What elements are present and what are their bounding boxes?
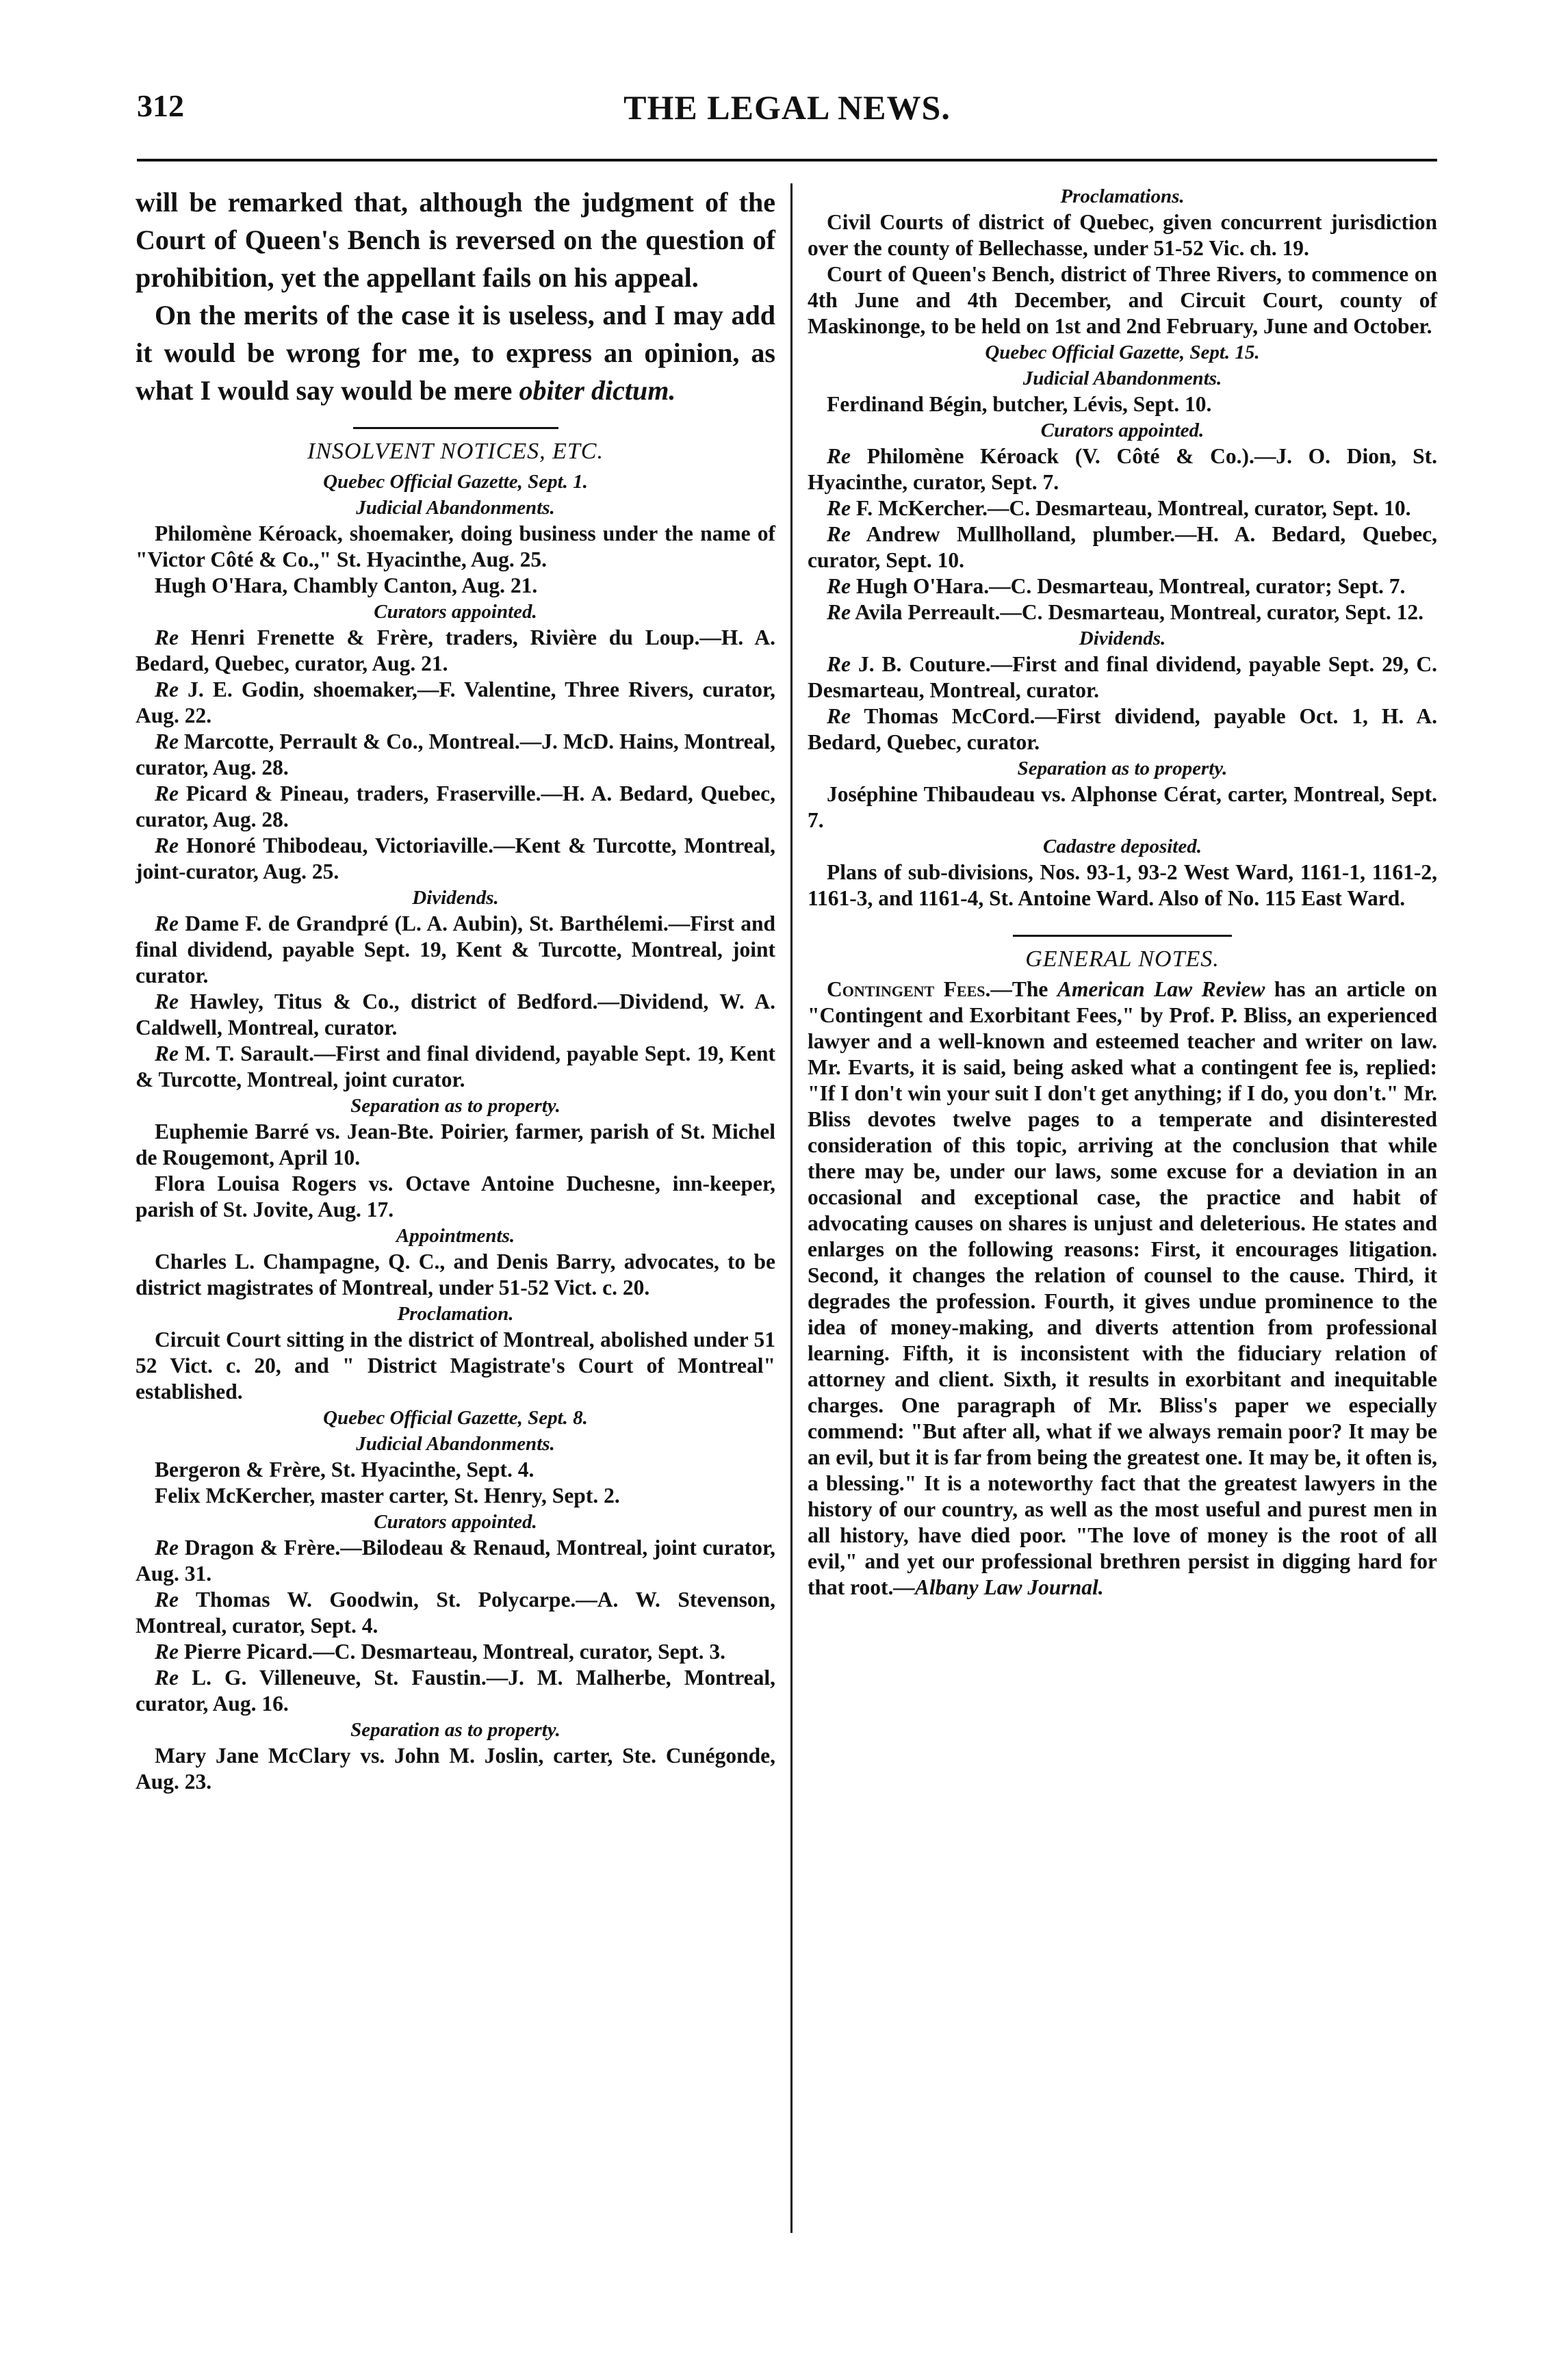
running-title: THE LEGAL NEWS. [623,88,951,127]
re-label: Re [155,1042,179,1065]
notice-text: Thomas McCord.—First dividend, payable Oct. 1, H. A. Bedard, Quebec, curator. [808,704,1437,754]
general-notes-heading: GENERAL NOTES. [1025,946,1220,972]
review-title: American Law Review [1057,977,1265,1001]
notice-text: Avila Perreault.—C. Desmarteau, Montreal, curator, Sept. 12. [855,600,1423,624]
section-rule [1013,935,1232,937]
notice-entry: Flora Louisa Rogers vs. Octave Antoine Duchesne, inn-keeper, parish of St. Jovite, Aug. 17. [136,1172,775,1221]
general-notes-article [808,976,1437,1601]
subheading-curators-appointed: Curators appointed. [1040,419,1204,441]
subheading-proclamations: Proclamations. [1060,185,1185,207]
notice-text: Dame F. de Grandpré (L. A. Aubin), St. Barthélemi.—First and final dividend, payable Sept. 19, Kent & Turcotte, Montreal, joint curator. [136,911,775,987]
notice-entry: Joséphine Thibaudeau vs. Alphonse Cérat, carter, Montreal, Sept. 7. [808,782,1437,832]
re-label: Re [827,496,851,520]
notice-entry [136,1587,775,1639]
re-label: Re [827,652,851,676]
notice-entry [136,1665,775,1717]
notice-text: Henri Frenette & Frère, traders, Rivière du Loup.—H. A. Bedard, Quebec, curator, Aug. 21. [136,625,776,675]
intro-text: On the merits of the case it is useless, and I may add it would be wrong for me, to express an opinion, as what I would say would be mere [136,300,775,406]
subheading-judicial-abandonments: Judicial Abandonments. [1022,367,1222,389]
subheading-separation: Separation as to property. [350,1095,561,1117]
notice-entry [136,625,775,677]
notice-entry [136,1639,775,1665]
notice-text: Hawley, Titus & Co., district of Bedford.—Dividend, W. A. Caldwell, Montreal, curator. [136,989,775,1039]
notice-entry [136,911,775,989]
subheading-curators-appointed: Curators appointed. [374,1511,537,1533]
article-lead: Contingent Fees. [827,977,991,1001]
subheading-dividends: Dividends. [1079,628,1166,649]
subheading-appointments: Appointments. [396,1225,515,1247]
notice-entry: Felix McKercher, master carter, St. Henry, Sept. 2. [155,1484,620,1508]
notice-entry: Plans of sub-divisions, Nos. 93-1, 93-2 West Ward, 1161-1, 1161-2, 1161-3, and 1161-4, St. Antoine Ward. Also of No. 115 East Ward. [808,860,1437,910]
notice-text: L. G. Villeneuve, St. Faustin.—J. M. Malherbe, Montreal, curator, Aug. 16. [136,1666,775,1716]
notice-entry [808,703,1437,755]
notice-text: J. E. Godin, shoemaker,—F. Valentine, Three Rivers, curator, Aug. 22. [136,677,775,727]
notice-entry [136,729,775,781]
obiter-dictum: obiter dictum. [519,375,676,406]
notice-entry [808,651,1437,703]
notice-entry: Mary Jane McClary vs. John M. Joslin, carter, Ste. Cunégonde, Aug. 23. [136,1744,775,1794]
article-text: has an article on "Contingent and Exorbitant Fees," by Prof. P. Bliss, an experienced lawyer and a well-known and esteemed teacher and writer on law. Mr. Evarts, it is said, being asked what a contingent fee is, replied: "If I don't win your suit I don't get anything; if I do, you don't." Mr. Bliss devotes twelve pages to a temperate and disinterested consideration of this topic, arriving at the conclusion that while there may be, under our laws, some excuse for a deviation in an occasional and exceptional case, the practice and habit of advocating causes on shares is unjust and deleterious. He states and enlarges on the following reasons: First, it encourages litigation. Second, it changes the relation of counsel to the cause. Third, it degrades the profession. Fourth, it gives undue prominence to the idea of money-making, and diverts attention from professional learning. Fifth, it is inconsistent with the fiduciary relation of attorney and client. Sixth, it results in exorbitant and inequitable charges. One paragraph of Mr. Bliss's paper we especially commend: "But after all, what if we always remain poor? It may be an evil, but it is far from being the greatest one. It may be, it often is, a blessing." It is a noteworthy fact that the greatest lawyers in the history of our country, as well as the most useful and purest men in all history, have died poor. "The love of money is the root of all evil," and yet our professional brethren persist in digging hard for that root. [808,977,1438,1599]
re-label: Re [827,574,851,598]
notice-text: Thomas W. Goodwin, St. Polycarpe.—A. W. Stevenson, Montreal, curator, Sept. 4. [136,1588,776,1638]
header-rule [137,159,1437,161]
subheading-judicial-abandonments: Judicial Abandonments. [356,1433,555,1455]
subheading-separation: Separation as to property. [350,1719,561,1741]
re-label: Re [155,833,179,857]
notice-text: J. B. Couture.—First and final dividend, payable Sept. 29, C. Desmarteau, Montreal, curator. [808,652,1437,702]
page-header [137,88,1437,142]
notice-entry: Euphemie Barré vs. Jean-Bte. Poirier, farmer, parish of St. Michel de Rougemont, April 10. [136,1120,775,1169]
notice-text: Philomène Kéroack (V. Côté & Co.).—J. O. Dion, St. Hyacinthe, curator, Sept. 7. [808,444,1437,494]
notice-entry [808,521,1437,573]
re-label: Re [155,989,179,1013]
notice-entry [808,599,1437,625]
gazette-sept-15: Quebec Official Gazette, Sept. 15. [985,341,1260,363]
notice-text: Andrew Mullholland, plumber.—H. A. Bedard, Quebec, curator, Sept. 10. [808,522,1437,572]
column-divider [790,183,793,2233]
subheading-curators-appointed: Curators appointed. [374,601,537,623]
notice-entry: Philomène Kéroack, shoemaker, doing business under the name of "Victor Côté & Co.," St. Hyacinthe, Aug. 25. [136,521,775,571]
re-label: Re [155,1666,179,1690]
insolvent-heading: INSOLVENT NOTICES, ETC. [307,439,604,464]
re-label: Re [827,704,851,728]
re-label: Re [827,600,851,624]
notice-entry [136,1535,775,1587]
notice-entry [808,573,1437,599]
notice-entry: Charles L. Champagne, Q. C., and Denis Barry, advocates, to be district magistrates of Montreal, under 51-52 Vict. c. 20. [136,1250,775,1299]
re-label: Re [155,1536,179,1560]
notice-text: Hugh O'Hara.—C. Desmarteau, Montreal, curator; Sept. 7. [855,574,1406,598]
re-label: Re [827,522,851,546]
intro-paragraph: will be remarked that, although the judgment of the Court of Queen's Bench is reversed on the question of prohibition, yet the appellant fails on his appeal. [136,187,775,293]
re-label: Re [827,444,851,468]
article-source: —Albany Law Journal. [893,1575,1104,1599]
notice-text: Honoré Thibodeau, Victoriaville.—Kent & Turcotte, Montreal, joint-curator, Aug. 25. [136,833,775,883]
subheading-dividends: Dividends. [412,887,499,909]
left-column [136,183,775,1795]
notice-text: Pierre Picard.—C. Desmarteau, Montreal, curator, Sept. 3. [183,1640,725,1664]
subheading-separation: Separation as to property. [1017,758,1228,779]
gazette-sept-1: Quebec Official Gazette, Sept. 1. [323,471,588,493]
notice-text: Dragon & Frère.—Bilodeau & Renaud, Montreal, joint curator, Aug. 31. [136,1536,776,1586]
notice-entry [808,443,1437,495]
page-number: 312 [137,88,184,123]
notice-entry: Civil Courts of district of Quebec, given concurrent jurisdiction over the county of Bellechasse, under 51-52 Vic. ch. 19. [808,210,1437,260]
re-label: Re [155,729,179,753]
notice-text: F. McKercher.—C. Desmarteau, Montreal, curator, Sept. 10. [855,496,1411,520]
subheading-cadastre: Cadastre deposited. [1043,836,1202,857]
notice-entry: Court of Queen's Bench, district of Three Rivers, to commence on 4th June and 4th December, and Circuit Court, county of Maskinonge, to be held on 1st and 2nd February, June and October. [808,262,1437,338]
notice-entry: Hugh O'Hara, Chambly Canton, Aug. 21. [155,573,538,597]
notice-entry [136,833,775,885]
re-label: Re [155,1588,179,1612]
re-label: Re [155,625,179,649]
subheading-proclamation: Proclamation. [397,1303,514,1325]
notice-entry [136,677,775,729]
notice-entry: Bergeron & Frère, St. Hyacinthe, Sept. 4. [155,1458,534,1482]
article-text: —The [990,977,1057,1001]
notice-text: Picard & Pineau, traders, Fraserville.—H. A. Bedard, Quebec, curator, Aug. 28. [136,781,775,831]
notice-entry [136,1041,775,1093]
subheading-judicial-abandonments: Judicial Abandonments. [356,497,555,519]
re-label: Re [155,781,179,805]
notice-text: Marcotte, Perrault & Co., Montreal.—J. McD. Hains, Montreal, curator, Aug. 28. [136,729,776,779]
notice-entry [136,781,775,833]
intro-paragraph [136,296,775,409]
notice-entry: Circuit Court sitting in the district of Montreal, abolished under 51 52 Vict. c. 20, and " District Magistrate's Court of Montreal" established. [136,1328,775,1404]
right-column [808,183,1437,1601]
re-label: Re [155,677,179,701]
gazette-sept-8: Quebec Official Gazette, Sept. 8. [323,1407,588,1429]
re-label: Re [155,911,179,935]
section-rule [353,427,558,429]
notice-entry [136,989,775,1041]
notice-entry: Ferdinand Bégin, butcher, Lévis, Sept. 10. [827,392,1212,416]
re-label: Re [155,1640,179,1664]
notice-entry [808,495,1437,521]
notice-text: M. T. Sarault.—First and final dividend, payable Sept. 19, Kent & Turcotte, Montreal, joint curator. [136,1042,775,1091]
